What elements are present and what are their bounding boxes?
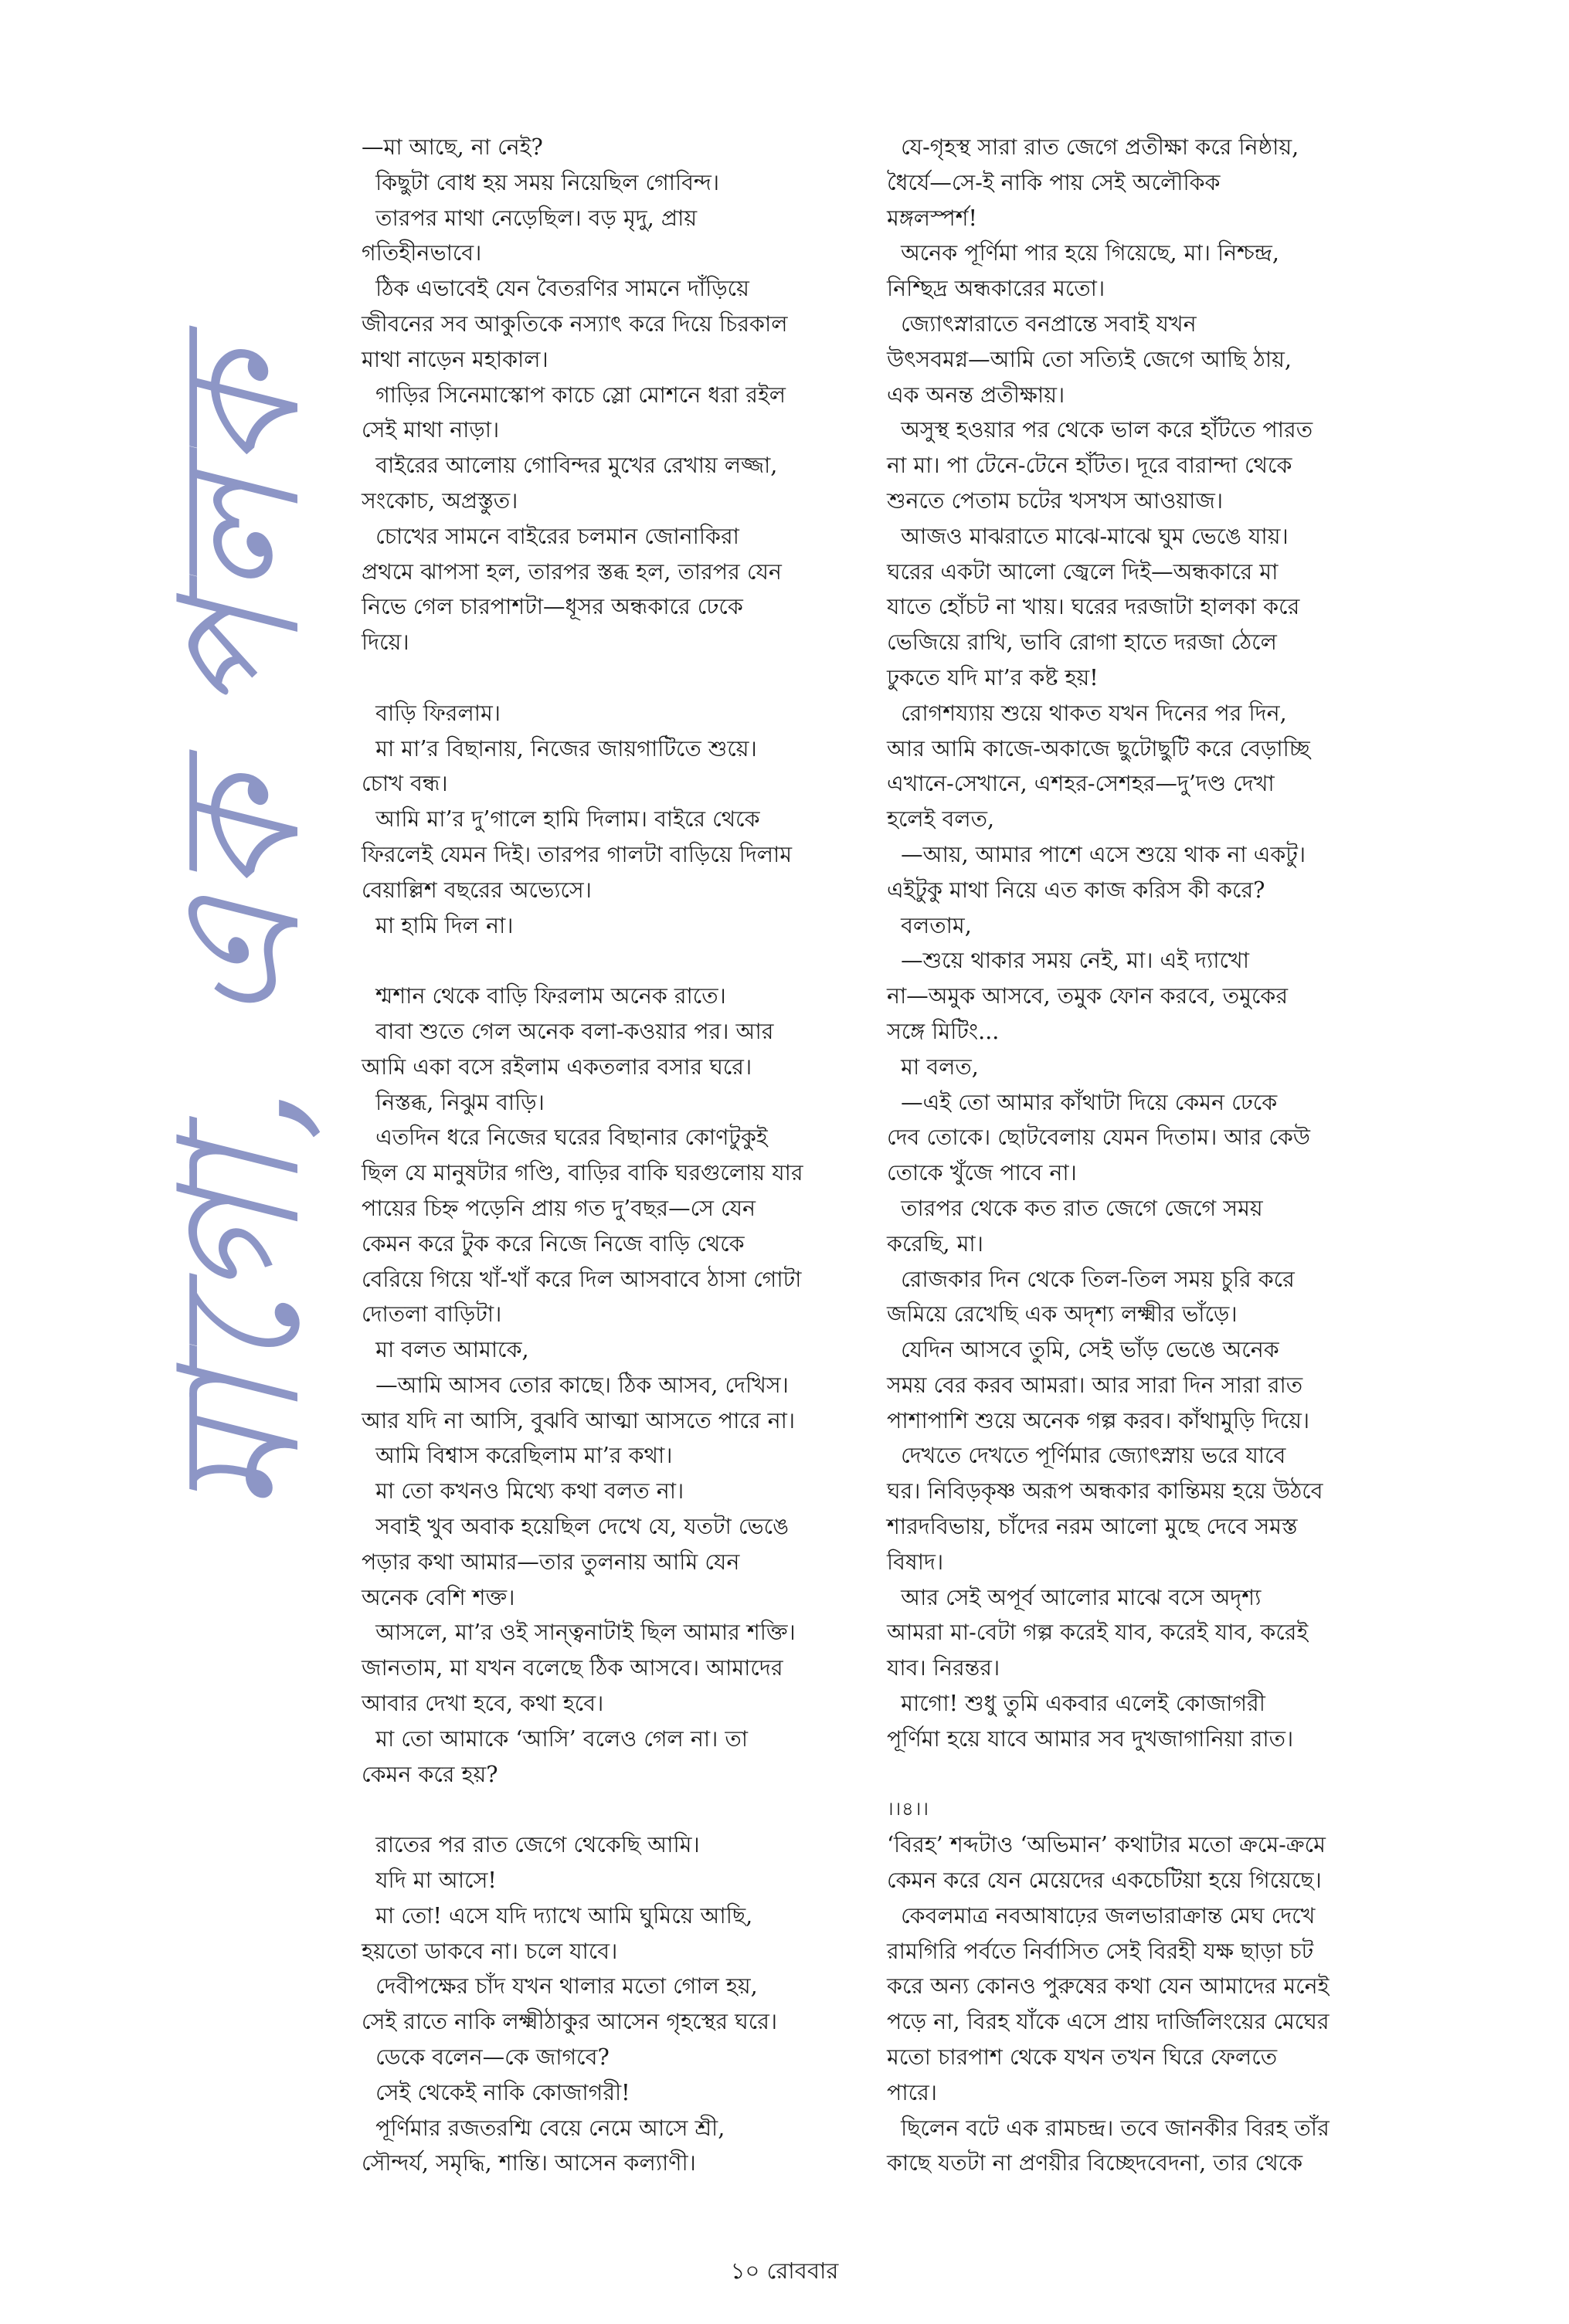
left-para-11: মা হামি দিল না।	[362, 912, 514, 938]
left-para-8: বাড়ি ফিরলাম।	[362, 700, 501, 726]
right-para-12: রোজকার দিন থেকে তিল-তিল সময় চুরি করে জমিয়ে রেখেছি এক অদৃশ্য লক্ষ্মীর ভাঁড়ে।	[887, 1266, 1295, 1328]
article-title-banner	[139, 131, 355, 1522]
left-para-30: সেই থেকেই নাকি কোজাগরী!	[362, 2079, 630, 2105]
banner-title-text: মাগো, এক পলক	[143, 350, 337, 1514]
right-para-5: রোগশয্যায় শুয়ে থাকত যখন দিনের পর দিন, আর আমি কাজে-অকাজে ছুটোছুটি করে বেড়াচ্ছি এখানে-সেখানে, এশহর-সেশহর—দু’দণ্ড দেখা হলেই বলত,	[887, 700, 1310, 833]
left-para-6: চোখের সামনে বাইরের চলমান জোনাকিরা প্রথমে ঝাপসা হল, তারপর স্তব্ধ হল, তারপর যেন নিভে গেল চারপাশটা—ধূসর অন্ধকারে ঢেকে দিয়ে।	[362, 523, 782, 656]
right-column	[887, 130, 1397, 2181]
left-para-3: ঠিক এভাবেই যেন বৈতরণির সামনে দাঁড়িয়ে জীবনের সব আকুতিকে নস্যাৎ করে দিয়ে চিরকাল মাথা নাড়েন মহাকাল।	[362, 276, 788, 372]
left-para-20: মা তো কখনও মিথ্যে কথা বলত না।	[362, 1478, 684, 1505]
right-para-8: —শুয়ে থাকার সময় নেই, মা। এই দ্যাখো না—অমুক আসবে, তমুক ফোন করবে, তমুকের সঙ্গে মিটিং...	[887, 948, 1289, 1044]
left-paragraphs	[362, 130, 887, 2181]
left-para-2: তারপর মাথা নেড়েছিল। বড় মৃদু, প্রায় গতিহীনভাবে।	[362, 205, 698, 266]
left-para-1: কিছুটা বোধ হয় সময় নিয়েছিল গোবিন্দ।	[362, 169, 720, 195]
left-column	[362, 130, 887, 2181]
right-para-11: তারপর থেকে কত রাত জেগে জেগে সময় করেছি, মা।	[887, 1195, 1263, 1257]
right-para-13: যেদিন আসবে তুমি, সেই ভাঁড় ভেঙে অনেক সময় বের করব আমরা। আর সারা দিন সারা রাত পাশাপাশি শুয়ে অনেক গল্প করব। কাঁথামুড়ি দিয়ে।	[887, 1337, 1310, 1433]
page-folio: ১০ রোববার	[730, 2258, 839, 2284]
left-para-19: আমি বিশ্বাস করেছিলাম মা’র কথা।	[362, 1443, 673, 1469]
section-marker: ।।৪।।	[887, 1798, 929, 1820]
right-para-9: মা বলত,	[887, 1053, 979, 1080]
left-para-25: রাতের পর রাত জেগে থেকেছি আমি।	[362, 1832, 700, 1858]
left-para-29: ডেকে বলেন—কে জাগবে?	[362, 2044, 610, 2071]
left-para-10: আমি মা’র দু’গালে হামি দিলাম। বাইরে থেকে ফিরলেই যেমন দিই। তারপর গালটা বাড়িয়ে দিলাম বেয়াল্লিশ বছরের অভ্যেসে।	[362, 806, 793, 903]
right-para-4: আজও মাঝরাতে মাঝে-মাঝে ঘুম ভেঙে যায়। ঘরের একটা আলো জ্বেলে দিই—অন্ধকারে মা যাতে হোঁচট না খায়। ঘরের দরজাটা হালকা করে ভেজিয়ে রাখি, ভাবি রোগা হাতে দরজা ঠেলে ঢুকতে যদি মা’র কষ্ট হয়!	[887, 523, 1300, 690]
right-para-16: মাগো! শুধু তুমি একবার এলেই কোজাগরী পূর্ণিমা হয়ে যাবে আমার সব দুখজাগানিয়া রাত।	[887, 1691, 1294, 1752]
left-para-14: বাবা শুতে গেল অনেক বলা-কওয়ার পর। আর আমি একা বসে রইলাম একতলার বসার ঘরে।	[362, 1018, 774, 1080]
right-para-0: যে-গৃহস্থ সারা রাত জেগে প্রতীক্ষা করে নিষ্ঠায়, ধৈর্যে—সে-ই নাকি পায় সেই অলৌকিক মঙ্গলস্পর্শ!	[887, 134, 1299, 231]
paragraph-break	[362, 660, 887, 696]
paragraph-break	[887, 1757, 1397, 1793]
left-para-16: এতদিন ধরে নিজের ঘরের বিছানার কোণটুকুই ছিল যে মানুষটার গণ্ডি, বাড়ির বাকি ঘরগুলোয় যার পায়ের চিহ্ন পড়েনি প্রায় গত দু’বছর—সে যেন কেমন করে টুক করে নিজে নিজে বাড়ি থেকে বেরিয়ে গিয়ে খাঁ-খাঁ করে দিল আসবাবে ঠাসা গোটা দোতলা বাড়িটা।	[362, 1125, 803, 1328]
paragraph-break	[362, 1792, 887, 1827]
left-para-31: পূর্ণিমার রজতরশ্মি বেয়ে নেমে আসে শ্রী, সৌন্দর্য, সমৃদ্ধি, শান্তি। আসেন কল্যাণী।	[362, 2115, 725, 2176]
left-para-28: দেবীপক্ষের চাঁদ যখন থালার মতো গোল হয়, সেই রাতে নাকি লক্ষ্মীঠাকুর আসেন গৃহস্থের ঘরে।	[362, 1973, 778, 2035]
left-para-23: মা তো আমাকে ‘আসি’ বলেও গেল না। তা কেমন করে হয়?	[362, 1725, 749, 1787]
left-para-21: সবাই খুব অবাক হয়েছিল দেখে যে, যতটা ভেঙে পড়ার কথা আমার—তার তুলনায় আমি যেন অনেক বেশি শক্ত।	[362, 1514, 790, 1610]
left-para-22: আসলে, মা’র ওই সান্ত্বনাটাই ছিল আমার শক্তি। জানতাম, মা যখন বলেছে ঠিক আসবে। আমাদের আবার দেখা হবে, কথা হবে।	[362, 1620, 796, 1717]
right-para-3: অসুস্থ হওয়ার পর থেকে ভাল করে হাঁটতে পারত না মা। পা টেনে-টেনে হাঁটত। দূরে বারান্দা থেকে শুনতে পেতাম চটের খসখস আওয়াজ।	[887, 417, 1313, 514]
right-para2-1: কেবলমাত্র নবআষাঢ়ের জলভারাক্রান্ত মেঘ দেখে রামগিরি পর্বতে নির্বাসিত সেই বিরহী যক্ষ ছাড়া চট করে অন্য কোনও পুরুষের কথা যেন আমাদের মনেই পড়ে না, বিরহ যাঁকে এসে প্রায় দার্জিলিংয়ের মেঘের মতো চারপাশ থেকে যখন তখন ঘিরে ফেলতে পারে।	[887, 1902, 1330, 2105]
paragraph-break	[362, 943, 887, 979]
right-para-10: —এই তো আমার কাঁথাটা দিয়ে কেমন ঢেকে দেব তোকে। ছোটবেলায় যেমন দিতাম। আর কেউ তোকে খুঁজে পাবে না।	[887, 1089, 1311, 1186]
right-para-7: বলতাম,	[887, 912, 972, 938]
left-para-15: নিস্তব্ধ, নিঝুম বাড়ি।	[362, 1089, 545, 1115]
right-para-6: —আয়, আমার পাশে এসে শুয়ে থাক না একটু। এইটুকু মাথা নিয়ে এত কাজ করিস কী করে?	[887, 841, 1306, 903]
left-para-9: মা মা’র বিছানায়, নিজের জায়গাটিতে শুয়ে। চোখ বন্ধ।	[362, 735, 757, 797]
left-para-26: যদি মা আসে!	[362, 1868, 497, 1894]
left-para-5: বাইরের আলোয় গোবিন্দর মুখের রেখায় লজ্জা, সংকোচ, অপ্রস্তুত।	[362, 453, 778, 514]
left-para-4: গাড়ির সিনেমাস্কোপ কাচে স্লো মোশনে ধরা রইল সেই মাথা নাড়া।	[362, 382, 786, 443]
right-para2-2: ছিলেন বটে এক রামচন্দ্র। তবে জানকীর বিরহ তাঁর কাছে যতটা না প্রণয়ীর বিচ্ছেদবেদনা, তার থেকে	[887, 2115, 1330, 2176]
left-para-18: —আমি আসব তোর কাছে। ঠিক আসব, দেখিস। আর যদি না আসি, বুঝবি আত্মা আসতে পারে না।	[362, 1372, 796, 1433]
left-para-0: —মা আছে, না নেই?	[362, 134, 543, 160]
left-para-13: শ্মশান থেকে বাড়ি ফিরলাম অনেক রাতে।	[362, 983, 726, 1009]
right-para2-0: ‘বিরহ’ শব্দটাও ‘অভিমান’ কথাটার মতো ক্রমে-ক্রমে কেমন করে যেন মেয়েদের একচেটিয়া হয়ে গিয়েছে।	[887, 1832, 1326, 1894]
right-para-1: অনেক পূর্ণিমা পার হয়ে গিয়েছে, মা। নিশ্চন্দ্র, নিশ্ছিদ্র অন্ধকারের মতো।	[887, 240, 1279, 302]
left-para-17: মা বলত আমাকে,	[362, 1337, 529, 1363]
left-para-27: মা তো! এসে যদি দ্যাখে আমি ঘুমিয়ে আছি, হয়তো ডাকবে না। চলে যাবে।	[362, 1902, 753, 1964]
calligraphy-title	[139, 131, 355, 1522]
right-para-2: জ্যোৎস্নারাতে বনপ্রান্তে সবাই যখন উৎসবমগ্ন—আমি তো সত্যিই জেগে আছি ঠায়, এক অনন্ত প্রতীক্ষায়।	[887, 310, 1292, 408]
right-para-15: আর সেই অপূর্ব আলোর মাঝে বসে অদৃশ্য আমরা মা-বেটা গল্প করেই যাব, করেই যাব, করেই যাব। নিরন্তর।	[887, 1584, 1309, 1681]
right-para-14: দেখতে দেখতে পূর্ণিমার জ্যোৎস্নায় ভরে যাবে ঘর। নিবিড়কৃষ্ণ অরূপ অন্ধকার কান্তিময় হয়ে উঠবে শারদবিভায়, চাঁদের নরম আলো মুছে দেবে সমস্ত বিষাদ।	[887, 1443, 1323, 1575]
